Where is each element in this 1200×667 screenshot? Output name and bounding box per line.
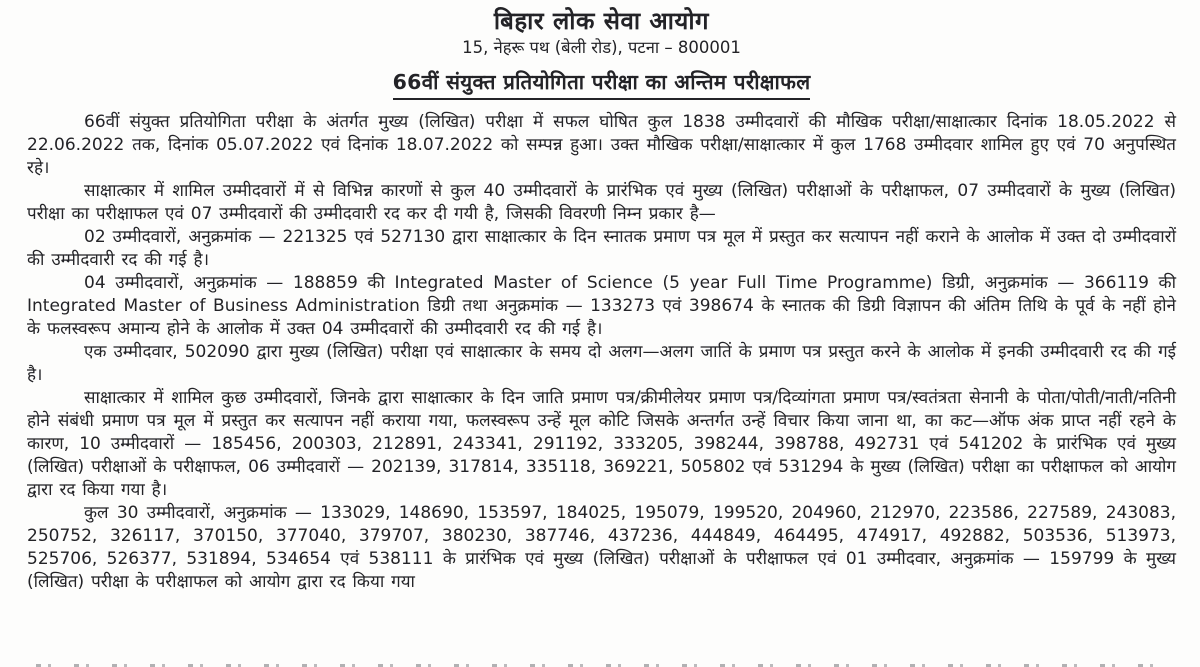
paragraph-thirty-candidates-cancelled: कुल 30 उम्मीदवारों, अनुक्रमांक — 133029, 148690, 153597, 184025, 195079, 199520, 204960, 212970, 223586, 227589, 243083, 250752, 326117, 370150, 377040, 379707, 380230, 387746, 437236, 444849, 464495, 474917, 492882, 503536, 513973, 525706, 526377, 531894, 534654 एवं 538111 के प्रारंभिक एवं मुख्य (लिखित) परीक्षाओं के परीक्षाफल एवं 01 उम्मीदवार, अनुक्रमांक — 159799 के मुख्य (लिखित) परीक्षा के परीक्षाफल को आयोग द्वारा रद किया गया xyxy=(27,503,1176,592)
organization-address: 15, नेहरू पथ (बेली रोड), पटना – 800001 xyxy=(462,38,741,57)
clipped-text-line xyxy=(27,660,1176,667)
title-row xyxy=(27,68,1176,100)
document-header xyxy=(27,6,1176,59)
paragraph-exam-summary: 66वीं संयुक्त प्रतियोगिता परीक्षा के अंतर्गत मुख्य (लिखित) परीक्षा में सफल घोषित कुल 1838 उम्मीदवारों की मौखिक परीक्षा/साक्षात्कार दिनांक 18.05.2022 से 22.06.2022 तक, दिनांक 05.07.2022 एवं दिनांक 18.07.2022 को सम्पन्न हुआ। उक्त मौखिक परीक्षा/साक्षात्कार में कुल 1768 उम्मीदवार शामिल हुए एवं 70 अनुपस्थित रहे। xyxy=(27,112,1176,178)
paragraph-two-candidates-cancelled: 02 उम्मीदवारों, अनुक्रमांक — 221325 एवं 527130 द्वारा साक्षात्कार के दिन स्नातक प्रमाण पत्र मूल में प्रस्तुत कर सत्यापन नहीं कराने के आलोक में उक्त दो उम्मीदवारों की उम्मीदवारी रद की गई है। xyxy=(27,227,1176,270)
document-body xyxy=(27,111,1176,594)
organization-name: बिहार लोक सेवा आयोग xyxy=(493,7,710,35)
paragraph-four-candidates-degree-invalid: 04 उम्मीदवारों, अनुक्रमांक — 188859 की Integrated Master of Science (5 year Full Time Programme) डिग्री, अनुक्रमांक — 366119 की Integrated Master of Business Administration डिग्री तथा अनुक्रमांक — 133273 एवं 398674 के स्नातक की डिग्री विज्ञापन की अंतिम तिथि के पूर्व के नहीं होने के फलस्वरूप अमान्य होने के आलोक में उक्त 04 उम्मीदवारों की उम्मीदवारी रद की गई है। xyxy=(27,273,1176,339)
paragraph-one-candidate-caste-certificates: एक उम्मीदवार, 502090 द्वारा मुख्य (लिखित) परीक्षा एवं साक्षात्कार के समय दो अलग—अलग जातिं के प्रमाण पत्र प्रस्तुत करने के आलोक में इनकी उम्मीदवारी रद की गई है। xyxy=(27,342,1176,385)
paragraph-certificate-verification-failures: साक्षात्कार में शामिल कुछ उम्मीदवारों, जिनके द्वारा साक्षात्कार के दिन जाति प्रमाण पत्र/क्रीमीलेयर प्रमाण पत्र/दिव्यांगता प्रमाण पत्र/स्वतंत्रता सेनानी के पोता/पोती/नाती/नतिनी होने संबंधी प्रमाण पत्र मूल में प्रस्तुत कर सत्यापन नहीं कराया गया, फलस्वरूप उन्हें मूल कोटि जिसके अन्तर्गत उन्हें विचार किया जाना था, का कट—ऑफ अंक प्राप्त नहीं रहने के कारण, 10 उम्मीदवारों — 185456, 200303, 212891, 243341, 291192, 333205, 398244, 398788, 492731 एवं 541202 के प्रारंभिक एवं मुख्य (लिखित) परीक्षाओं के परीक्षाफल, 06 उम्मीदवारों — 202139, 317814, 335118, 369221, 505802 एवं 531294 के मुख्य (लिखित) परीक्षा का परीक्षाफल को आयोग द्वारा रद किया गया है। xyxy=(27,388,1176,500)
document-title: 66वीं संयुक्त प्रतियोगिता परीक्षा का अन्तिम परीक्षाफल xyxy=(393,68,811,100)
paragraph-cancellation-overview: साक्षात्कार में शामिल उम्मीदवारों में से विभिन्न कारणों से कुल 40 उम्मीदवारों के प्रारंभिक एवं मुख्य (लिखित) परीक्षाओं के परीक्षाफल, 07 उम्मीदवारों के मुख्य (लिखित) परीक्षा का परीक्षाफल एवं 07 उम्मीदवारों की उम्मीदवारी रद कर दी गयी है, जिसकी विवरणी निम्न प्रकार है— xyxy=(27,181,1176,224)
